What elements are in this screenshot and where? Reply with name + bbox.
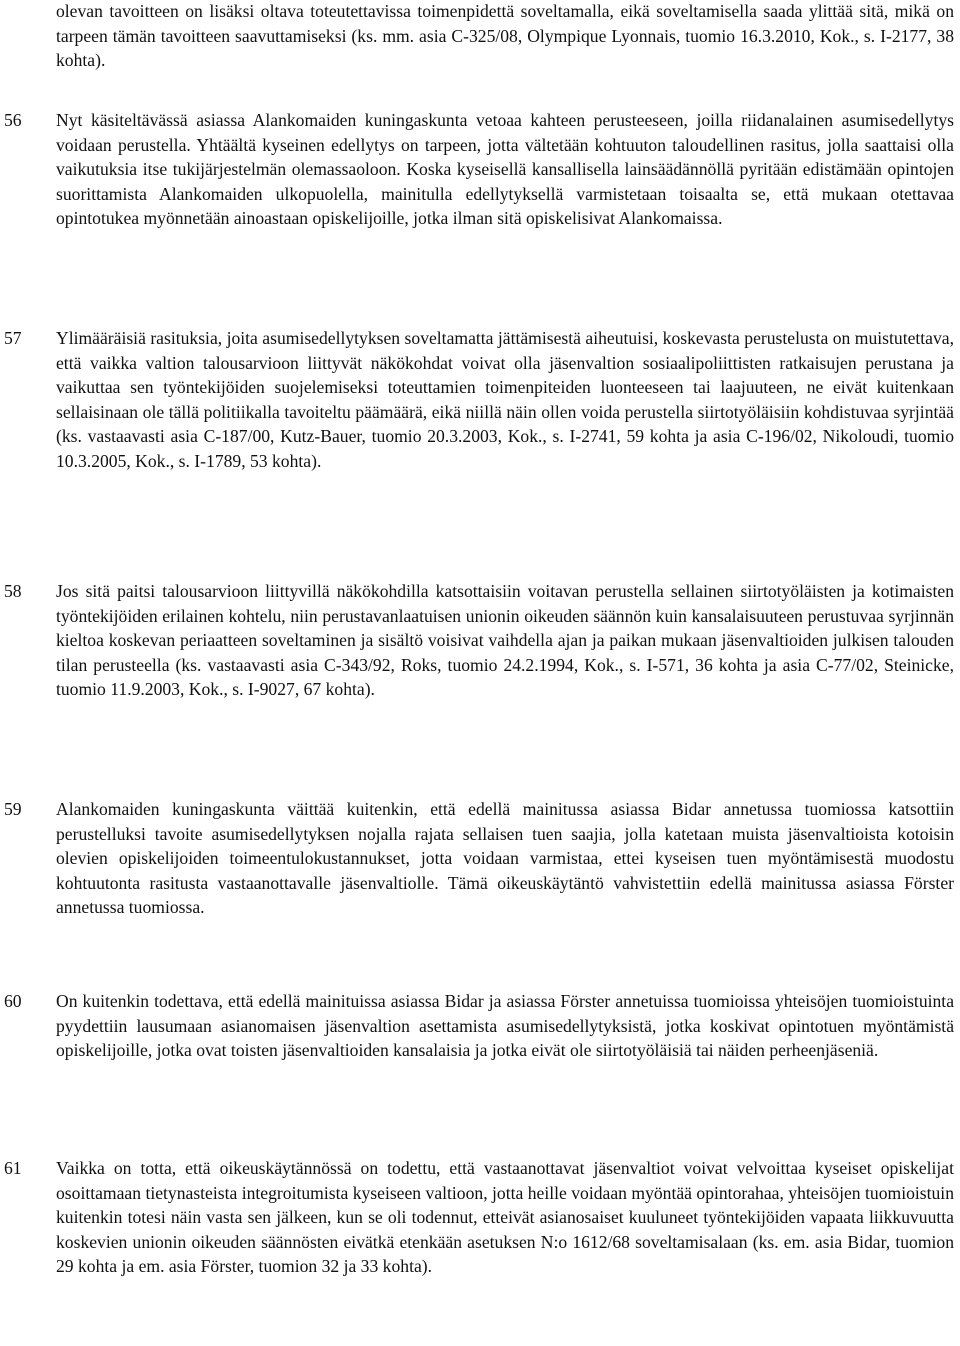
paragraph-60 — [56, 989, 954, 1063]
paragraph-59 — [56, 797, 954, 920]
paragraph-text: Nyt käsiteltävässä asiassa Alankomaiden kuningaskunta vetoaa kahteen perusteeseen, joilla riidanalainen asumisedellytys voidaan perustella. Yhtäältä kyseinen edellytys on tarpeen, jotta vältetään kohtuuton taloudellinen rasitus, jolla saattaisi olla vaikutuksia itse tukijärjestelmän olemassaoloon. Koska kyseisellä kansallisella lainsäädännöllä pyritään edistämään opintojen suorittamista Alankomaiden ulkopuolella, mainitulla edellytyksellä varmistetaan toisaalta se, että mukaan otettavaa opintotukea myönnetään ainoastaan opiskelijoille, jotka ilman sitä opiskelisivat Alankomaissa. — [56, 110, 954, 229]
paragraph-text: Vaikka on totta, että oikeuskäytännössä on todettu, että vastaanottavat jäsenvaltiot voivat velvoittaa kyseiset opiskelijat osoittamaan tietynasteista integroitumista kyseiseen valtioon, jotta heille voidaan myöntää opintorahaa, yhteisöjen tuomioistuin kuitenkin totesi näin vasta sen jälkeen, kun se oli todennut, etteivät asianosaiset kuuluneet työntekijöiden vapaata liikkuvuutta koskevien unionin oikeuden säännösten eivätkä etenkään asetuksen N:o 1612/68 soveltamisalaan (ks. em. asia Bidar, tuomion 29 kohta ja em. asia Förster, tuomion 32 ja 33 kohta). — [56, 1158, 954, 1277]
paragraph-61 — [56, 1156, 954, 1279]
paragraph-57 — [56, 326, 954, 474]
paragraph-number: 57 — [4, 328, 22, 348]
paragraph-text: olevan tavoitteen on lisäksi oltava toteutettavissa toimenpidettä soveltamalla, eikä soveltamisella saada ylittää sitä, mikä on tarpeen tämän tavoitteen saavuttamiseksi (ks. mm. asia C-325/08, Olympique Lyonnais, tuomio 16.3.2010, Kok., s. I-2177, 38 kohta). — [56, 1, 954, 71]
paragraph-number: 60 — [4, 991, 22, 1011]
paragraph-text: Alankomaiden kuningaskunta väittää kuitenkin, että edellä mainitussa asiassa Bidar annetussa tuomiossa katsottiin perustelluksi tavoite asumisedellytyksen nojalla rajata sellaisen tuen saajia, jolla katetaan muista jäsenvaltioista kotoisin olevien opiskelijoiden toimeentulokustannukset, jotta voidaan varmistaa, ettei kyseisen tuen myöntämisestä muodostu kohtuutonta rasitusta vastaanottavalle jäsenvaltiolle. Tämä oikeuskäytäntö vahvistettiin edellä mainitussa asiassa Förster annetussa tuomiossa. — [56, 799, 954, 918]
paragraph-text: On kuitenkin todettava, että edellä mainituissa asiassa Bidar ja asiassa Förster annetuissa tuomioissa yhteisöjen tuomioistuinta pyydettiin lausumaan asianomaisen jäsenvaltion asettamista asumisedellytyksistä, jotka koskivat opintotuen myöntämistä opiskelijoille, jotka ovat toisten jäsenvaltioiden kansalaisia ja jotka eivät ole siirtotyöläisiä tai näiden perheenjäseniä. — [56, 991, 954, 1061]
paragraph-number: 56 — [4, 110, 22, 130]
paragraph-number: 61 — [4, 1158, 22, 1178]
paragraph-58 — [56, 579, 954, 702]
paragraph-text: Jos sitä paitsi talousarvioon liittyvillä näkökohdilla katsottaisiin voitavan perustella sellainen siirtotyöläisten ja kotimaisten työntekijöiden erilainen kohtelu, niin perustavanlaatuisen unionin oikeuden säännön kuin kansalaisuuteen perustuvaa syrjinnän kieltoa koskevan periaatteen soveltaminen ja sisältö voisivat vaihdella ajan ja paikan mukaan jäsenvaltioiden julkisen talouden tilan perusteella (ks. vastaavasti asia C-343/92, Roks, tuomio 24.2.1994, Kok., s. I-571, 36 kohta ja asia C-77/02, Steinicke, tuomio 11.9.2003, Kok., s. I-9027, 67 kohta). — [56, 581, 954, 700]
paragraph-text: Ylimääräisiä rasituksia, joita asumisedellytyksen soveltamatta jättämisestä aiheutuisi, koskevasta perustelusta on muistutettava, että vaikka valtion talousarvioon liittyvät näkökohdat voivat olla jäsenvaltion sosiaalipoliittisten ratkaisujen perustana ja vaikuttaa sen työntekijöiden suojelemiseksi toteuttamien toimenpiteiden luonteeseen tai laajuuteen, ne eivät kuitenkaan sellaisinaan ole tällä politiikalla tavoiteltu päämäärä, eikä niillä näin ollen voida perustella siirtotyöläisiin kohdistuvaa syrjintää (ks. vastaavasti asia C-187/00, Kutz-Bauer, tuomio 20.3.2003, Kok., s. I-2741, 59 kohta ja asia C-196/02, Nikoloudi, tuomio 10.3.2005, Kok., s. I-1789, 53 kohta). — [56, 328, 954, 471]
paragraph-number: 58 — [4, 581, 22, 601]
continuation-paragraph — [56, 0, 954, 73]
paragraph-56 — [56, 108, 954, 231]
paragraph-number: 59 — [4, 799, 22, 819]
